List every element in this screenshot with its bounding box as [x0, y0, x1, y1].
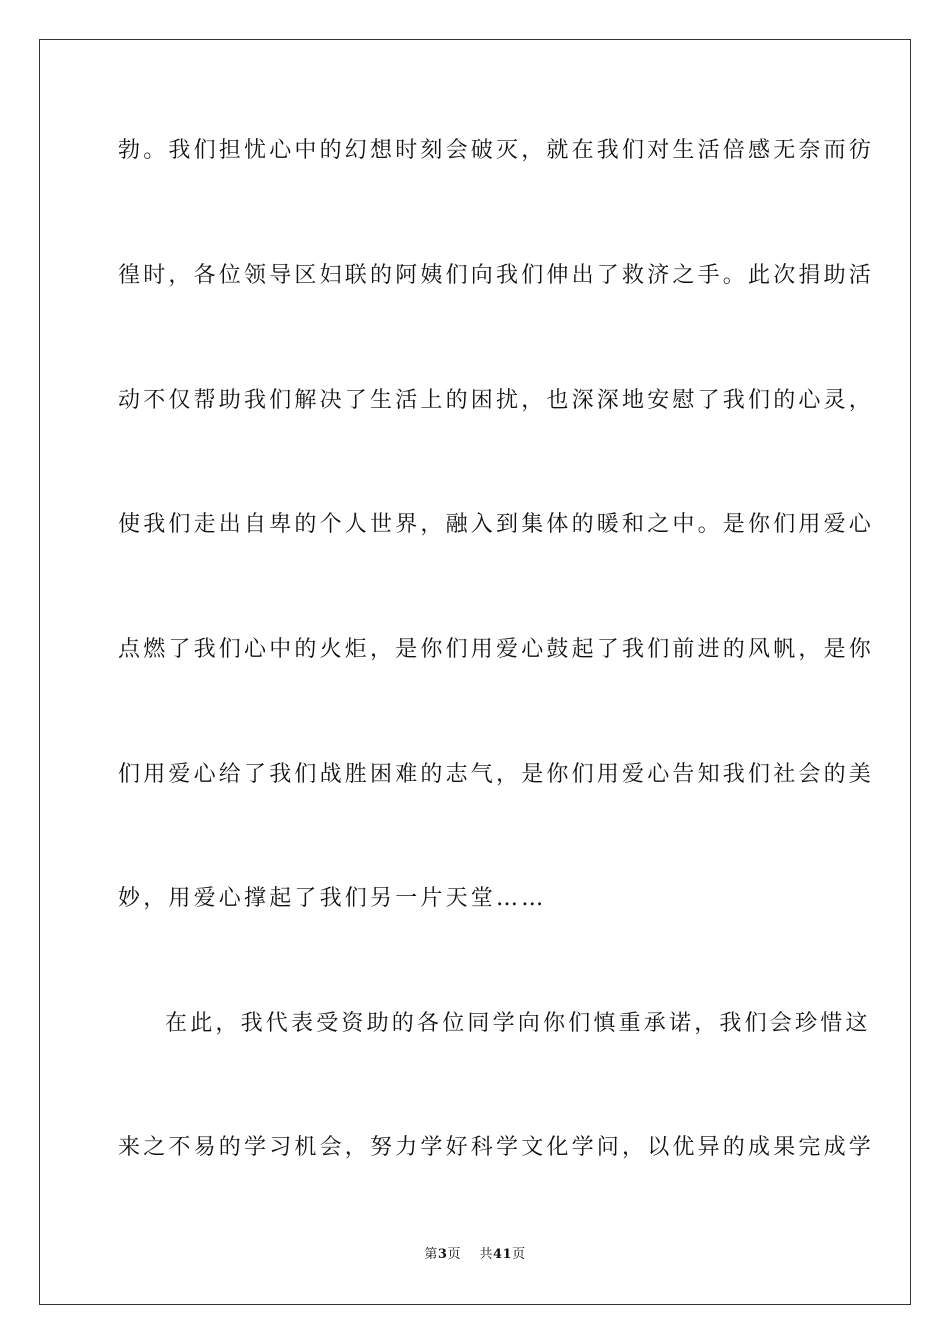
page-suffix: 页 [447, 1247, 461, 1262]
paragraph-line: 点燃了我们心中的火炬，是你们用爱心鼓起了我们前进的风帆，是你 [118, 637, 875, 662]
paragraph-line: 来之不易的学习机会，努力学好科学文化学问，以优异的成果完成学 [118, 1135, 875, 1160]
page-number: 3 [437, 1247, 448, 1262]
paragraph-line: 妙，用爱心撑起了我们另一片天堂…… [118, 886, 547, 911]
paragraph-line: 动不仅帮助我们解决了生活上的困扰，也深深地安慰了我们的心灵， [118, 388, 875, 413]
total-suffix: 页 [512, 1247, 526, 1262]
page-border [39, 39, 911, 1305]
total-prefix: 共 [479, 1247, 493, 1262]
paragraph-line: 徨时，各位领导区妇联的阿姨们向我们伸出了救济之手。此次捐助活 [118, 263, 875, 288]
page-footer [0, 1246, 950, 1264]
paragraph-line: 们用爱心给了我们战胜困难的志气，是你们用爱心告知我们社会的美 [118, 762, 875, 787]
page-prefix: 第 [424, 1247, 438, 1262]
total-pages: 41 [493, 1247, 513, 1262]
paragraph-line-indented: 在此，我代表受资助的各位同学向你们慎重承诺，我们会珍惜这 [165, 1011, 871, 1036]
paragraph-line: 勃。我们担忧心中的幻想时刻会破灭，就在我们对生活倍感无奈而彷 [118, 138, 875, 163]
paragraph-line: 使我们走出自卑的个人世界，融入到集体的暖和之中。是你们用爱心 [118, 512, 875, 537]
